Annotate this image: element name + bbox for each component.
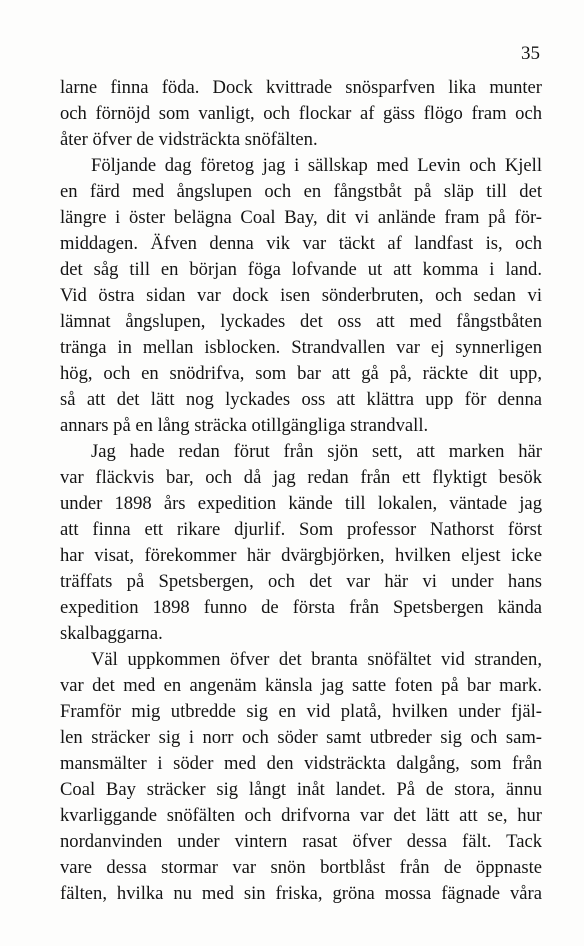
text-line: vare dessa stormar var snön bortblåst från de öppnaste — [60, 857, 542, 878]
text-line: Följande dag företog jag i sällskap med Levin och Kjell — [91, 155, 542, 176]
text-line: åter öfver de vidsträckta snöfälten. — [60, 129, 318, 150]
text-line: under 1898 års expedition kände till lokalen, väntade jag — [60, 493, 542, 514]
text-line: det såg till en början föga lofvande ut att komma i land. — [60, 259, 542, 280]
text-line: och förnöjd som vanligt, och flockar af gäss flögo fram och — [60, 103, 542, 124]
text-line: larne finna föda. Dock kvittrade snösparfven lika munter — [60, 77, 542, 98]
text-line: mansmälter i söder med den vidsträckta dalgång, som från — [60, 753, 542, 774]
text-line: Väl uppkommen öfver det branta snöfältet vid stranden, — [91, 649, 542, 670]
text-line: Coal Bay sträcker sig långt inåt landet. På de stora, ännu — [60, 779, 542, 800]
page-number: 35 — [521, 43, 540, 64]
text-line: att finna ett rikare djurlif. Som professor Nathorst först — [60, 519, 542, 540]
text-line: lämnat ångslupen, lyckades det oss att med fångstbåten — [60, 311, 542, 332]
text-line: nordanvinden under vintern rasat öfver dessa fält. Tack — [60, 831, 542, 852]
text-line: tränga in mellan isblocken. Strandvallen var ej synnerligen — [60, 337, 542, 358]
text-line: en färd med ångslupen och en fångstbåt på släp till det — [60, 181, 542, 202]
text-line: har visat, förekommer här dvärgbjörken, hvilken eljest icke — [60, 545, 542, 566]
text-line: expedition 1898 funno de första från Spetsbergen kända — [60, 597, 542, 618]
text-line: kvarliggande snöfälten och drifvorna var det lätt att se, hur — [60, 805, 542, 826]
text-line: Jag hade redan förut från sjön sett, att marken här — [91, 441, 542, 462]
text-line: annars på en lång sträcka otillgängliga strandvall. — [60, 415, 429, 436]
text-line: var det med en angenäm känsla jag satte foten på bar mark. — [60, 675, 542, 696]
text-line: längre i öster belägna Coal Bay, dit vi anlände fram på för- — [60, 207, 542, 228]
text-line: träffats på Spetsbergen, och det var här vi under hans — [60, 571, 542, 592]
text-line: len sträcker sig i norr och söder samt utbreder sig och sam- — [60, 727, 542, 748]
text-line: så att det lätt nog lyckades oss att klättra upp för denna — [60, 389, 542, 410]
text-line: var fläckvis bar, och då jag redan från ett flyktigt besök — [60, 467, 542, 488]
text-line: skalbaggarna. — [60, 623, 163, 644]
text-line: hög, och en snödrifva, som bar att gå på, räckte dit upp, — [60, 363, 542, 384]
text-line: Vid östra sidan var dock isen sönderbruten, och sedan vi — [60, 285, 542, 306]
text-line: fälten, hvilka nu med sin friska, gröna mossa fägnade våra — [60, 883, 542, 904]
body-text — [60, 75, 542, 907]
text-line: Framför mig utbredde sig en vid platå, hvilken under fjäl- — [60, 701, 542, 722]
text-line: middagen. Äfven denna vik var täckt af landfast is, och — [60, 233, 542, 254]
